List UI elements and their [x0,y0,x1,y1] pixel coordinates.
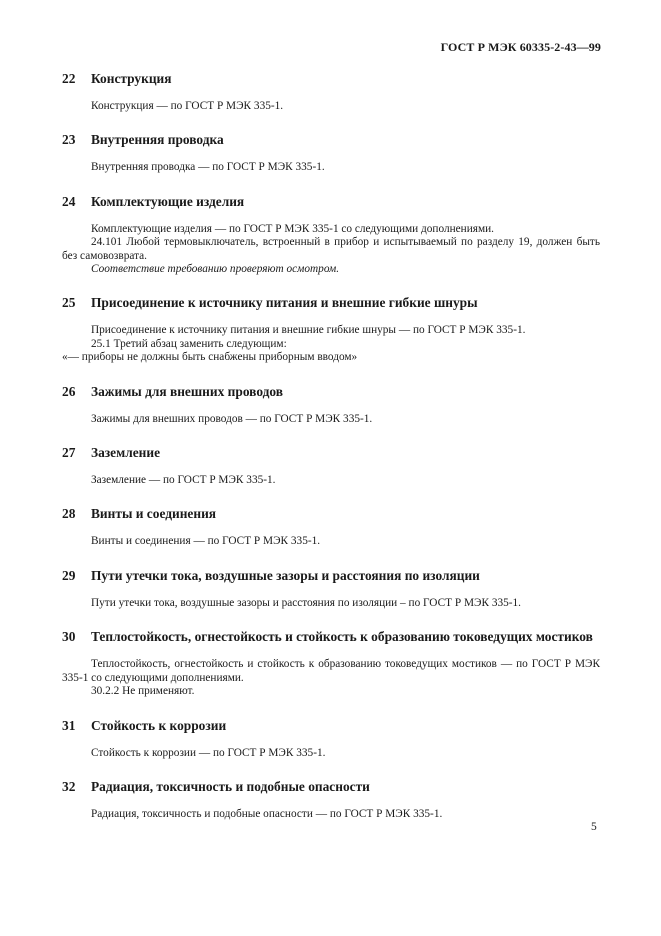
section-title-text: Зажимы для внешних проводов [91,383,283,399]
paragraph: 25.1 Третий абзац заменить следующим: [91,337,287,350]
section-title-text: Радиация, токсичность и подобные опасности [91,778,370,794]
section-body [62,597,600,610]
section-number: 30 [62,629,76,645]
page-number: 5 [591,821,597,833]
section-title [62,131,600,148]
section-25 [62,294,600,364]
section-title-text: Теплостойкость, огнестойкость и стойкость к образованию токоведущих мостиков [91,629,593,645]
paragraph: Стойкость к коррозии — по ГОСТ Р МЭК 335-1. [91,746,326,759]
section-number: 27 [62,445,76,461]
section-body [62,161,600,174]
section-number: 25 [62,295,76,311]
section-body [62,413,600,426]
section-body [62,100,600,113]
section-body [62,747,600,760]
document-header: ГОСТ Р МЭК 60335-2-43—99 [440,40,601,54]
section-title [62,193,600,210]
section-title [62,778,600,795]
paragraph: Теплостойкость, огнестойкость и стойкость к образованию токоведущих мостиков — по ГОСТ Р МЭК 335-1 со следующими дополнениями. [62,658,600,684]
section-body [62,324,600,364]
paragraph: 24.101 Любой термовыключатель, встроенный в прибор и испытываемый по разделу 19, должен быть без самовозврата. [62,236,600,262]
section-body [62,808,600,821]
section-title [62,383,600,400]
paragraph: Соответствие требованию проверяют осмотром. [91,263,340,276]
section-23 [62,131,600,174]
section-number: 23 [62,132,76,148]
paragraph: Комплектующие изделия — по ГОСТ Р МЭК 335-1 со следующими дополнениями. [91,222,494,235]
section-32 [62,778,600,821]
section-28 [62,505,600,548]
paragraph: Винты и соединения — по ГОСТ Р МЭК 335-1. [91,535,321,548]
section-body [62,658,600,698]
section-title [62,505,600,522]
section-number: 31 [62,717,76,733]
paragraph: Пути утечки тока, воздушные зазоры и расстояния по изоляции – по ГОСТ Р МЭК 335-1. [91,596,521,609]
paragraph: «— приборы не должны быть снабжены приборным вводом» [62,351,358,364]
document-content [62,70,600,839]
paragraph: Радиация, токсичность и подобные опасности — по ГОСТ Р МЭК 335-1. [91,807,443,820]
section-title [62,444,600,461]
section-body [62,474,600,487]
section-22 [62,70,600,113]
section-27 [62,444,600,487]
section-31 [62,717,600,760]
section-title-text: Стойкость к коррозии [91,717,227,733]
section-body [62,223,600,277]
section-body [62,535,600,548]
section-number: 28 [62,506,76,522]
paragraph: Присоединение к источнику питания и внешние гибкие шнуры — по ГОСТ Р МЭК 335-1. [91,324,526,337]
paragraph: Зажимы для внешних проводов — по ГОСТ Р МЭК 335-1. [91,412,373,425]
section-number: 26 [62,383,76,399]
section-title-text: Комплектующие изделия [91,193,245,209]
section-title [62,294,600,311]
paragraph: Заземление — по ГОСТ Р МЭК 335-1. [91,474,276,487]
section-title [62,628,600,645]
section-title-text: Заземление [91,445,161,461]
section-title-text: Присоединение к источнику питания и внешние гибкие шнуры [91,295,478,311]
section-24 [62,193,600,277]
section-number: 32 [62,778,76,794]
section-title-text: Внутренняя проводка [91,132,224,148]
section-title-text: Пути утечки тока, воздушные зазоры и расстояния по изоляции [91,567,480,583]
section-29 [62,567,600,610]
section-26 [62,383,600,426]
section-title [62,70,600,87]
section-title [62,567,600,584]
section-number: 22 [62,71,76,86]
paragraph: 30.2.2 Не применяют. [91,685,195,698]
section-30 [62,628,600,698]
paragraph: Конструкция — по ГОСТ Р МЭК 335-1. [91,100,284,112]
paragraph: Внутренняя проводка — по ГОСТ Р МЭК 335-1. [91,161,325,174]
section-number: 29 [62,567,76,583]
section-title [62,717,600,734]
section-title-text: Винты и соединения [91,506,217,522]
section-number: 24 [62,193,76,209]
section-title-text: Конструкция [91,71,172,86]
